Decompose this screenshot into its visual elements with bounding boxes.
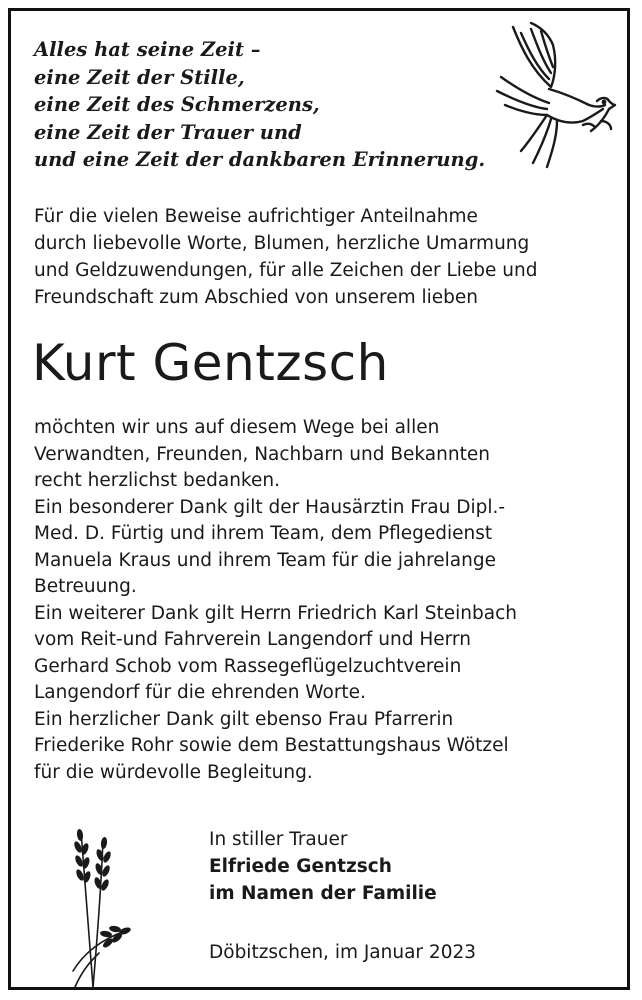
intro-line: und Geldzuwendungen, für alle Zeichen der Liebe und <box>34 260 538 281</box>
thanks-line: recht herzlichst bedanken. <box>34 470 280 491</box>
thanks-line: Med. D. Fürtig und ihrem Team, dem Pflegedienst <box>34 523 493 544</box>
intro-text <box>34 203 624 311</box>
thanks-line: Verwandten, Freunden, Nachbarn und Bekannten <box>34 443 490 465</box>
notice-frame <box>8 8 630 990</box>
thanks-line: Manuela Kraus und ihrem Team für die jahrelange <box>34 549 496 571</box>
deceased-name: Kurt Gentzsch <box>32 334 389 392</box>
family-phrase: im Namen der Familie <box>209 883 437 904</box>
mourning-phrase: In stiller Trauer <box>209 829 348 850</box>
poem-line: Alles hat seine Zeit – <box>34 38 261 61</box>
signature-block <box>209 826 437 907</box>
poem-line: eine Zeit des Schmerzens, <box>34 93 320 116</box>
thanks-line: Ein herzlicher Dank gilt ebenso Frau Pfarrerin <box>34 708 454 730</box>
poem-line: eine Zeit der Trauer und <box>34 120 302 144</box>
poem-line: und eine Zeit der dankbaren Erinnerung. <box>34 148 486 171</box>
thanks-line: Betreuung. <box>34 576 137 597</box>
thanks-line: Gerhard Schob vom Rassegeflügelzuchtverein <box>34 655 462 677</box>
thanks-line: Friederike Rohr sowie dem Bestattungshaus Wötzel <box>34 735 509 756</box>
thanks-line: vom Reit-und Fahrverein Langendorf und Herrn <box>34 629 471 650</box>
thanks-line: Ein besonderer Dank gilt der Hausärztin Frau Dipl.- <box>34 496 506 518</box>
place-date: Döbitzschen, im Januar 2023 <box>209 942 477 963</box>
signer-name: Elfriede Gentzsch <box>209 856 392 877</box>
thanks-text <box>34 415 624 786</box>
intro-line: durch liebevolle Worte, Blumen, herzliche Umarmung <box>34 233 530 254</box>
thanks-line: Langendorf für die ehrenden Worte. <box>34 682 366 703</box>
thanks-line: Ein weiterer Dank gilt Herrn Friedrich Karl Steinbach <box>34 602 517 624</box>
dove-icon <box>491 17 617 173</box>
wheat-ears-icon <box>63 821 133 991</box>
intro-line: Freundschaft zum Abschied von unserem lieben <box>34 287 479 308</box>
poem-line: eine Zeit der Stille, <box>34 65 245 89</box>
poem <box>34 36 504 174</box>
intro-line: Für die vielen Beweise aufrichtiger Anteilnahme <box>34 206 478 227</box>
thanks-line: möchten wir uns auf diesem Wege bei allen <box>34 417 440 438</box>
thanks-line: für die würdevolle Begleitung. <box>34 761 313 783</box>
